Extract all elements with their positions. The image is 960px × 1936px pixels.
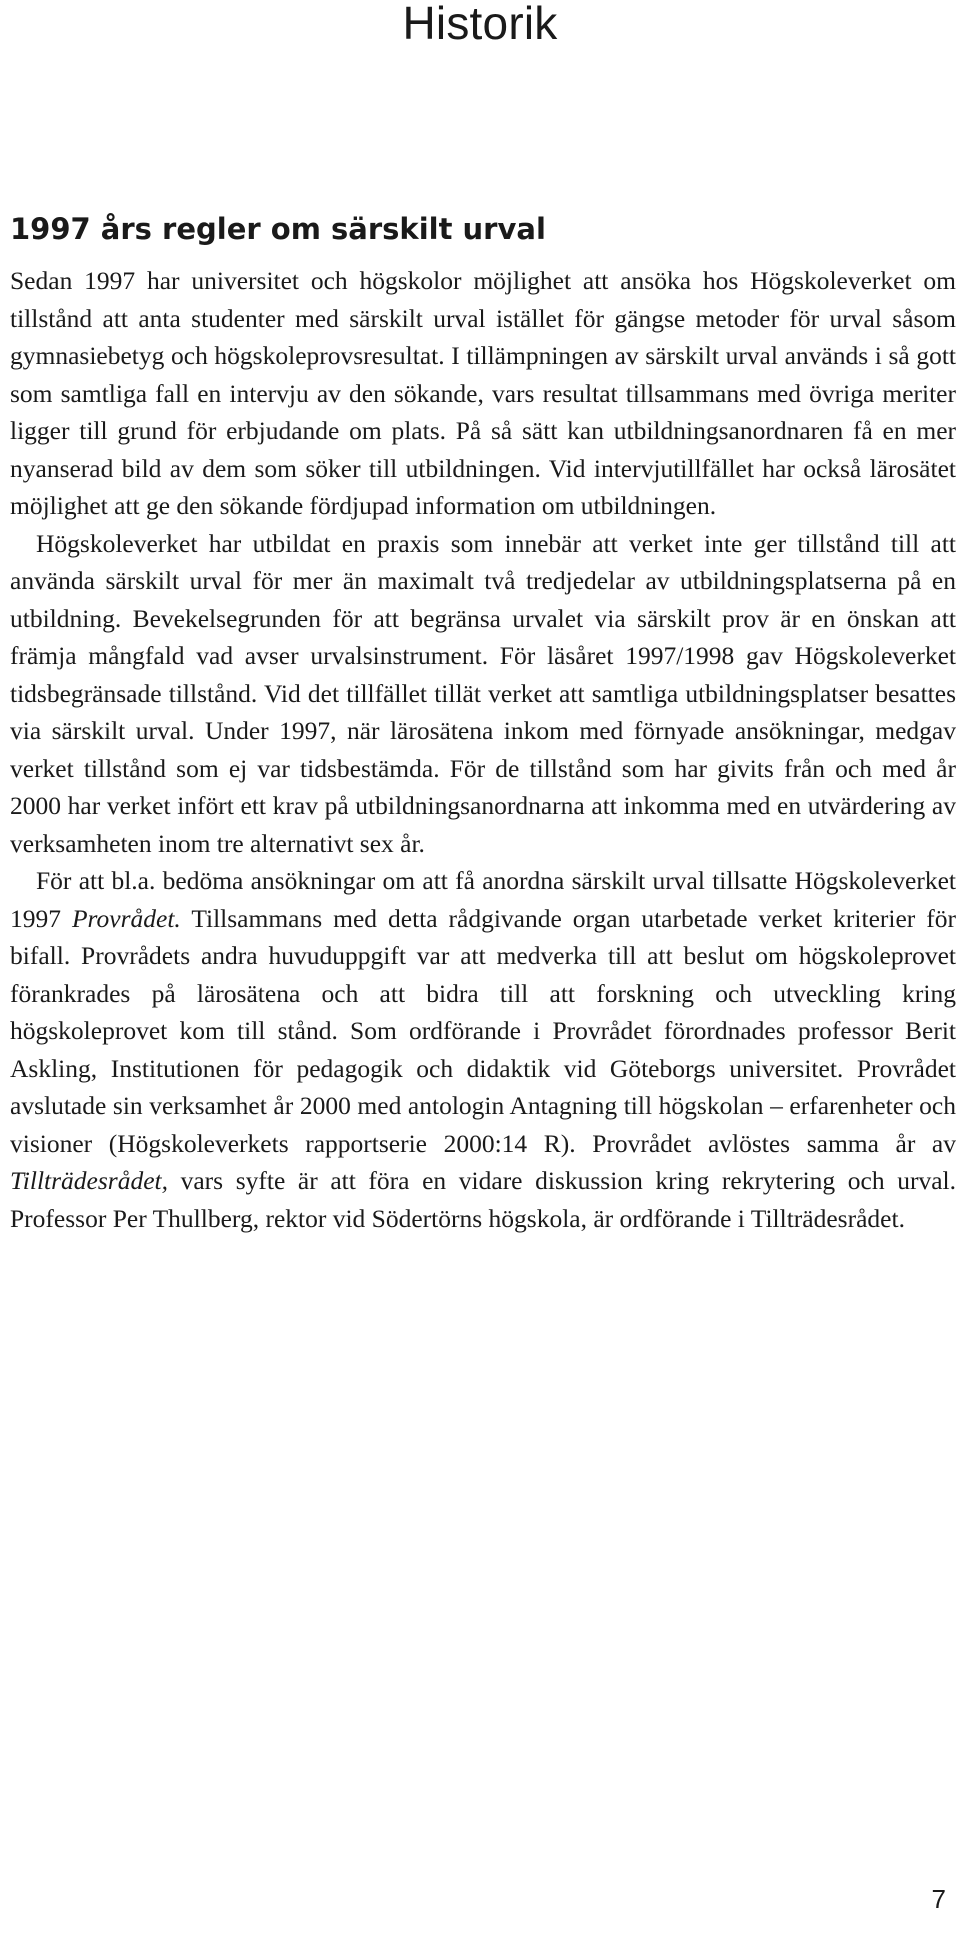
paragraph-3-text-a: För att bl.a. bedöma ansökningar om att få anordna särskilt urval tillsatte Högskoleverket 1997 <box>10 866 956 933</box>
paragraph-3-text-b: Tillsammans med detta rådgivande organ utarbetade verket kriterier för bifall. Provrådets andra huvuduppgift var att medverka till att beslut om högskoleprovet förankrades på lärosätena och att bidra till att forskning och utveckling kring högskoleprovet kom till stånd. Som ordförande i Provrådet förordnades professor Berit Askling, Institutionen för pedagogik och didaktik vid Göteborgs universitet. Provrådet avslutade sin verksamhet år 2000 med antologin Antagning till högskolan – erfarenheter och visioner (Högskoleverkets rapportserie 2000:14 R). Provrådet avlöstes samma år av <box>10 903 957 1158</box>
paragraph-2: Högskoleverket har utbildat en praxis som innebär att verket inte ger tillstånd till att använda särskilt urval för mer än maximalt två tredjedelar av utbildningsplatserna på en utbildning. Bevekelsegrunden för att begränsa urvalet via särskilt prov är en önskan att främja mångfald vad avser urvalsinstrument. För läsåret 1997/1998 gav Högskoleverket tidsbegränsade tillstånd. Vid det tillfället tillät verket att samtliga utbildningsplatser besattes via särskilt urval. Under 1997, när lärosätena inkom med förnyade ansökningar, medgav verket tillstånd som ej var tidsbestämda. För de tillstånd som har givits från och med år 2000 har verket infört ett krav på utbildningsanordnarna att inkomma med en utvärdering av verksamheten inom tre alternativt sex år. <box>10 528 956 858</box>
tilltradesradet-term: Tillträdesrådet, <box>10 1166 168 1195</box>
section-body <box>10 262 956 1237</box>
section-heading: 1997 års regler om särskilt urval <box>10 212 546 246</box>
provradet-term: Provrådet. <box>71 903 181 933</box>
page-number: 7 <box>931 1884 946 1914</box>
page-title: Historik <box>402 0 558 49</box>
paragraph-3 <box>10 862 956 1237</box>
paragraph-1: Sedan 1997 har universitet och högskolor möjlighet att ansöka hos Högskoleverket om tillstånd att anta studenter med särskilt urval istället för gängse metoder för urval såsom gymnasiebetyg och högskoleprovsresultat. I tillämpningen av särskilt urval används i så gott som samtliga fall en intervju av den sökande, vars resultat tillsammans med övriga meriter ligger till grund för erbjudande om plats. På så sätt kan utbildningsanordnaren få en mer nyanserad bild av dem som söker till utbildningen. Vid intervjutillfället har också lärosätet möjlighet att ge den sökande fördjupad information om utbildningen. <box>10 266 956 520</box>
paragraph-3-text-c: vars syfte är att föra en vidare diskussion kring rekrytering och urval. Professor Per Thullberg, rektor vid Södertörns högskola, är ordförande i Tillträdesrådet. <box>10 1166 956 1233</box>
